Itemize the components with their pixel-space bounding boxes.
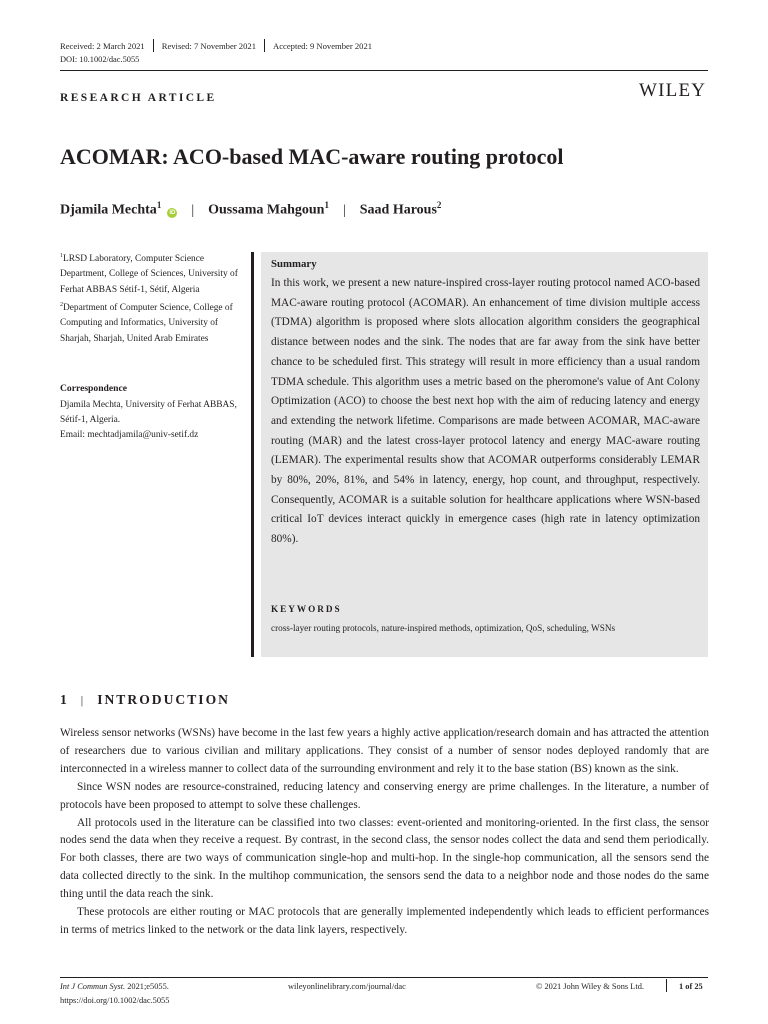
section-separator: | — [80, 692, 84, 707]
author-name[interactable]: Saad Harous$^2$ — [359, 200, 442, 218]
accepted-date: Accepted: 9 November 2021 — [273, 40, 373, 51]
publisher-logo[interactable]: WILEY — [639, 80, 707, 101]
journal-citation: Int J Commun Syst. 2021;e5055. — [60, 982, 169, 991]
copyright: © 2021 John Wiley & Sons Ltd. — [536, 982, 645, 991]
history-divider — [153, 39, 154, 52]
correspondence-heading: Correspondence — [60, 383, 127, 394]
author-separator: | — [191, 202, 195, 218]
correspondence-email[interactable]: Email: mechtadjamila@univ-setif.dz — [60, 430, 199, 441]
correspondence-address: Djamila Mechta, University of Ferhat ABBAS, Sétif-1, Algeria. — [60, 400, 237, 426]
publication-history — [60, 39, 372, 52]
author-name[interactable]: Oussama Mahgoun$^1$ — [208, 200, 329, 218]
abstract-text: In this work, we present a new nature-inspired cross-layer routing protocol named ACO-based MAC-aware routing protocol (ACOMAR). An enhancement of time division multiple access (TDMA) algorithm is proposed where slots allocation algorithm considers the geographical distance between nodes and the sink. The nodes that are far away from the sink have better chance to be scheduled first. This strategy will result in more efficiency than a usual random TDMA schedule. This algorithm uses a metric based on the pheromone's value of Ant Colony Optimization (ACO) to choose the best next hop with the aim of reducing latency and energy and extending the network lifetime. Comparisons are made between ACOMAR, MAC-aware routing (MAR) and the latest cross-layer protocol latency and energy MAC-aware routing (LEMAR). The experimental results show that ACOMAR outperforms considerably LEMAR by 80%, 20%, 81%, and 54% in latency, energy, hop count, and throughput, respectively. Consequently, ACOMAR is a suitable solution for healthcare applications where WSN-based critical IoT devices interact quickly in emergence cases (high rate in latency optimization 80%). — [271, 277, 700, 546]
article-type: RESEARCH ARTICLE — [60, 92, 217, 104]
header-rule — [60, 70, 708, 71]
correspondence-details — [60, 398, 250, 444]
section-body — [60, 725, 709, 940]
abstract-heading: Summary — [271, 258, 317, 270]
author-separator: | — [342, 202, 346, 218]
section-heading — [60, 692, 230, 708]
footer-divider — [666, 979, 667, 992]
body-paragraph: These protocols are either routing or MAC protocols that are generally implemented independently which leads to efficient performances in terms of metrics linked to the network or the data link layers, respectively. — [60, 906, 709, 936]
keywords-list: cross-layer routing protocols, nature-inspired methods, optimization, QoS, scheduling, WSNs — [271, 623, 616, 633]
abstract-rule — [251, 252, 254, 657]
keywords-heading: KEYWORDS — [271, 604, 342, 614]
affiliations — [60, 249, 245, 347]
doi-link[interactable]: https://doi.org/10.1002/dac.5055 — [60, 996, 170, 1005]
orcid-icon[interactable]: iD — [169, 209, 176, 216]
history-divider — [264, 39, 265, 52]
body-paragraph: Wireless sensor networks (WSNs) have become in the last few years a highly active application/research domain and has attracted the attention of researchers due to various civilian and military applications. They consist of a number of sensor nodes deployed randomly that are interconnected in a wireless manner to collect data of the surrounding environment and rely it to the base station (BS) known as the sink. — [60, 727, 709, 775]
body-paragraph: Since WSN nodes are resource-constrained, reducing latency and conserving energy are prime challenges. In the literature, a number of protocols have been proposed to attempt to solve these challenges. — [60, 780, 709, 811]
author-list — [60, 200, 441, 219]
article-title: ACOMAR: ACO-based MAC-aware routing protocol — [60, 144, 564, 169]
footer-rule — [60, 977, 708, 978]
received-date: Received: 2 March 2021 — [60, 40, 145, 51]
affiliation: $^1$LRSD Laboratory, Computer Science Department, College of Sciences, University of Ferhat ABBAS Sétif-1, Sétif, Algeria — [60, 253, 238, 295]
revised-date: Revised: 7 November 2021 — [161, 40, 256, 51]
section-number: 1 — [60, 692, 67, 707]
affiliation: $^2$Department of Computer Science, College of Computing and Informatics, University of Sharjah, Sharjah, United Arab Emirates — [60, 302, 233, 344]
journal-site-link[interactable]: wileyonlinelibrary.com/journal/dac — [288, 982, 406, 991]
body-paragraph: All protocols used in the literature can be classified into two classes: event-oriented and monitoring-oriented. In the first class, the sensor nodes send the data when they receive a request. By contrast, in the second class, the sensor nodes collect the data and send them periodically. For both classes, there are two ways of communication single-hop and multi-hop. In the single-hop communication, all the sensors send the data collected directly to the sink. In the multihop communication, the sensors send the data to a neighbor node and those nodes do the same thing until the data reach the sink. — [60, 816, 709, 901]
section-title: INTRODUCTION — [97, 692, 230, 707]
article-doi[interactable]: DOI: 10.1002/dac.5055 — [60, 55, 140, 64]
author-name[interactable]: Djamila Mechta$^1$ — [60, 200, 162, 218]
page-number: 1 of 25 — [679, 982, 703, 991]
